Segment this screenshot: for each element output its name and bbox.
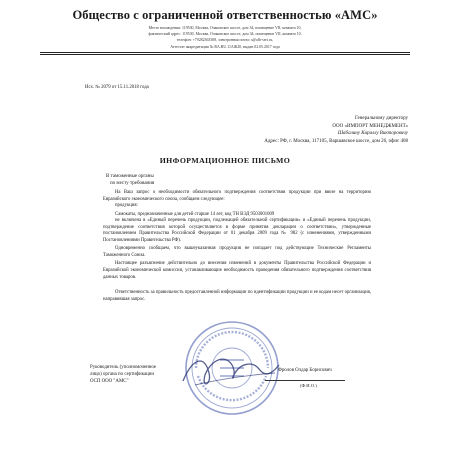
addressee-block (264, 115, 408, 145)
signatory-title-line: ОСП ООО "АМС" (90, 379, 129, 385)
outgoing-number: Исх. № 2079 от 15.11.2018 года (85, 85, 149, 90)
header-divider (40, 52, 410, 53)
org-name: Общество с ограниченной ответственностью «АМС» (72, 8, 378, 22)
addressee-company: ООО «ИМПОРТ МЕНЕДЖМЕНТ» (332, 123, 408, 129)
body-paragraph: не включена в «Единый перечень продукции, подлежащей обязательной сертификации» и «Единый перечень продукции, подтверждение соответствия которой осуществляется в форме принятия декларации о соответствии», утвержденные постановлением Правительства Российской Федерации от 01 декабря 2009 года № 982 (с изменениями, утвержденными Постановлениями Правительства РФ). (103, 218, 371, 243)
org-detail-line: фактический адрес: 119530, Москва, Очаковское шоссе, дом 34, помещение VII, комната 10, (148, 32, 302, 37)
signature-underline (265, 380, 345, 381)
signatory-title-line: лицо) органа по сертификации (90, 372, 154, 378)
body-paragraph: Настоящее разъяснение действительно до внесения изменений в документы Правительства Российской Федерации и Евразийской экономической комиссии, устанавливающие необходимость проведения обязательного подтверждения соответствия данных товаров. (103, 261, 371, 280)
signatory-title (90, 364, 156, 386)
body-paragraph: Одновременно сообщаем, что вышеуказанная продукция не попадает под действующие Технические Регламенты Таможенного Союза. (103, 246, 371, 258)
header-divider (40, 54, 410, 55)
recipient-line: по месту требования (110, 181, 155, 187)
letter-body (103, 190, 371, 303)
addressee-position: Генеральному директору (354, 116, 408, 121)
body-paragraph: На Ваш запрос о необходимости обязательного подтверждения соответствия продукции при ввозе на территорию Евразийского экономического союза, сообщаем следующее: (103, 190, 371, 202)
recipient-block (106, 173, 154, 187)
addressee-address: Адрес: РФ, г. Москва, 117105, Варшавское шоссе, дом 26, офис 408 (264, 138, 408, 144)
org-detail-line: телефон: +79282363508, электронная почта: s@afh-sert.ru, (176, 38, 274, 43)
body-label: продукция: (115, 203, 138, 209)
product-line: Самокаты, предназначенные для детей старше 14 лет, код ТН ВЭД 9503001009 (115, 211, 275, 217)
handwritten-signature (175, 345, 285, 397)
letter-title: ИНФОРМАЦИОННОЕ ПИСЬМО (159, 156, 291, 165)
fio-label: (Ф.И.О.) (300, 383, 317, 388)
recipient-line: В таможенные органы (106, 174, 154, 179)
org-details (60, 25, 390, 50)
signatory-title-line: Руководитель (уполномоченное (90, 365, 157, 370)
body-paragraph: Ответственность за правильность предоставленной информации по идентификации продукции и ее кодам несет организация, направившая запрос. (103, 290, 371, 302)
org-detail-line: Аттестат аккредитации № RA.RU.11АЖ20, выдан 02.05.2017 года (170, 44, 280, 49)
signatory-name: Фролов Олдар Борисович (278, 368, 332, 373)
org-detail-line: Место нахождения: 119530, Москва, Очаковское шоссе, дом 34, помещение VII, комната 10, (148, 26, 302, 30)
addressee-person: Шабалину Кириллу Викторовичу (337, 131, 408, 137)
